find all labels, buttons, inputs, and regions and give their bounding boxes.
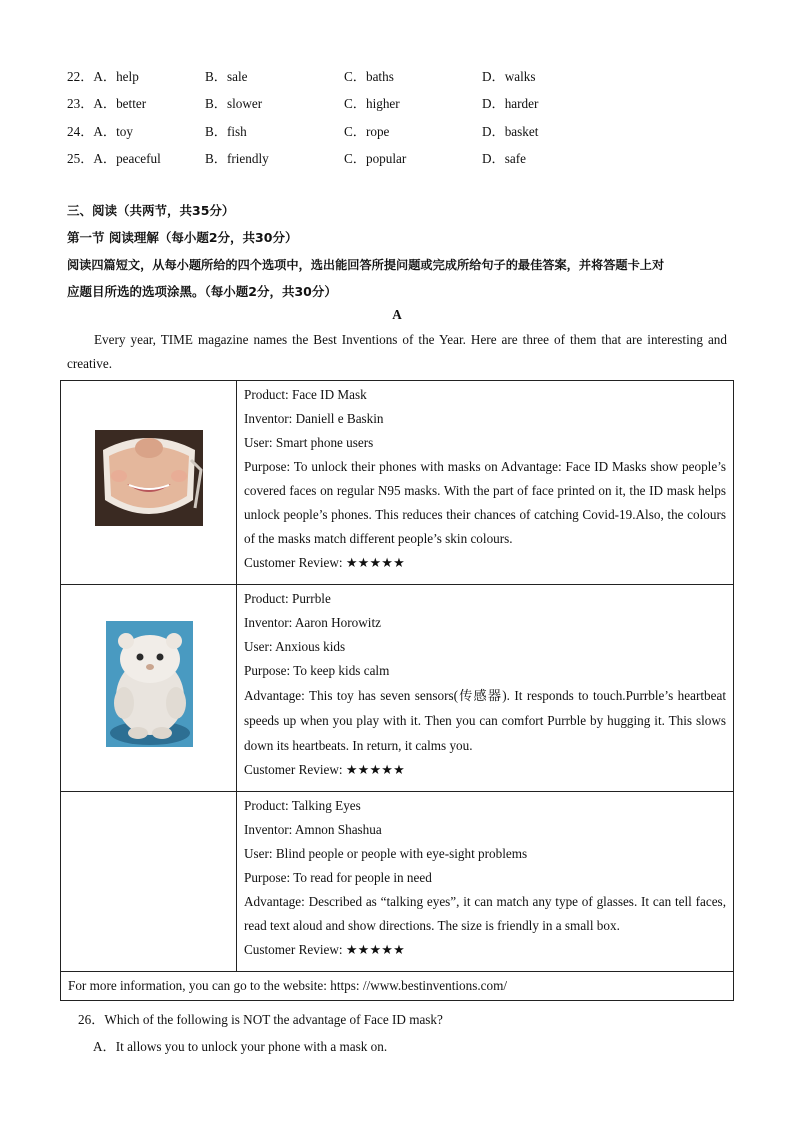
product-purpose: Purpose: To keep kids calm <box>244 663 390 678</box>
option-d: D．safe <box>482 151 526 166</box>
passage-intro: Every year, TIME magazine names the Best Inventions of the Year. Here are three of them that are interesting and creative. <box>67 332 727 371</box>
option-d: D．basket <box>482 124 539 139</box>
question-24-options <box>67 122 747 142</box>
customer-review: Customer Review: ★★★★★ <box>244 942 405 957</box>
table-row <box>61 972 734 1001</box>
option-a: 23．A．better <box>67 96 147 111</box>
product-name: Product: Face ID Mask <box>244 387 367 402</box>
option-a: 24．A．toy <box>67 124 133 139</box>
face-mask-photo-icon <box>95 430 203 526</box>
table-row <box>61 381 734 585</box>
customer-review: Customer Review: ★★★★★ <box>244 555 405 570</box>
option-d: D．harder <box>482 96 539 111</box>
section-title: 三、阅读（共两节，共35分） <box>67 203 235 218</box>
product-inventor: Inventor: Aaron Horowitz <box>244 615 381 630</box>
product-details <box>237 585 734 792</box>
option-c: C．rope <box>344 124 390 139</box>
question-26-option-a: A．It allows you to unlock your phone with a mask on. <box>93 1039 388 1054</box>
product-advantage: Advantage: This toy has seven sensors(传感器). It responds to touch.Purrble’s heartbeat speeds up when you play with it. Then you can comfort Purrble by hugging it. This slows down its heartbeats. In return, it calms you. <box>244 688 726 753</box>
product-user: User: Anxious kids <box>244 639 346 654</box>
product-inventor: Inventor: Amnon Shashua <box>244 822 382 837</box>
option-c: C．higher <box>344 96 400 111</box>
instruction-line-1: 阅读四篇短文，从每小题所给的四个选项中，选出能回答所提问题或完成所给句子的最佳答案，并将答题卡上对 <box>67 258 665 272</box>
option-b: B．slower <box>205 96 263 111</box>
inventions-table <box>60 380 734 1001</box>
footer-note: For more information, you can go to the website: https: //www.bestinventions.com/ <box>61 972 734 1001</box>
question-23-options <box>67 94 747 114</box>
question-26-stem: 26．Which of the following is NOT the advantage of Face ID mask? <box>78 1012 443 1027</box>
product-details <box>237 381 734 585</box>
option-c: C．popular <box>344 151 407 166</box>
product-image-cell <box>61 585 237 792</box>
product-user: User: Smart phone users <box>244 435 374 450</box>
product-advantage: Advantage: Described as “talking eyes”, it can match any type of glasses. It can tell faces, read text aloud and show directions. The size is friendly in a small box. <box>244 894 726 933</box>
product-inventor: Inventor: Daniell e Baskin <box>244 411 384 426</box>
option-b: B．fish <box>205 124 247 139</box>
plush-owl-toy-photo-icon <box>106 621 193 747</box>
table-row <box>61 792 734 972</box>
section-subtitle: 第一节 阅读理解（每小题2分，共30分） <box>67 230 298 245</box>
option-d: D．walks <box>482 69 536 84</box>
customer-review: Customer Review: ★★★★★ <box>244 762 405 777</box>
question-22-options <box>67 67 747 87</box>
question-25-options <box>67 149 747 169</box>
product-purpose: Purpose: To unlock their phones with masks on Advantage: Face ID Masks show people’s covered faces on regular N95 masks. With the part of face printed on it, the ID mask helps unlock people’s phones. This reduces their chances of catching Covid-19.Also, the colours of the masks match different people’s skin colours. <box>244 459 726 546</box>
table-row <box>61 585 734 792</box>
instruction-line-2: 应题目所选的选项涂黑。（每小题2分，共30分） <box>67 284 337 299</box>
product-details <box>237 792 734 972</box>
option-c: C．baths <box>344 69 394 84</box>
product-user: User: Blind people or people with eye-sight problems <box>244 846 528 861</box>
passage-label: A <box>392 307 402 322</box>
product-image-cell <box>61 792 237 972</box>
option-a: 22．A．help <box>67 69 139 84</box>
product-purpose: Purpose: To read for people in need <box>244 870 432 885</box>
option-a: 25．A．peaceful <box>67 151 161 166</box>
product-name: Product: Purrble <box>244 591 331 606</box>
option-b: B．sale <box>205 69 248 84</box>
option-b: B．friendly <box>205 151 269 166</box>
product-name: Product: Talking Eyes <box>244 798 361 813</box>
product-image-cell <box>61 381 237 585</box>
